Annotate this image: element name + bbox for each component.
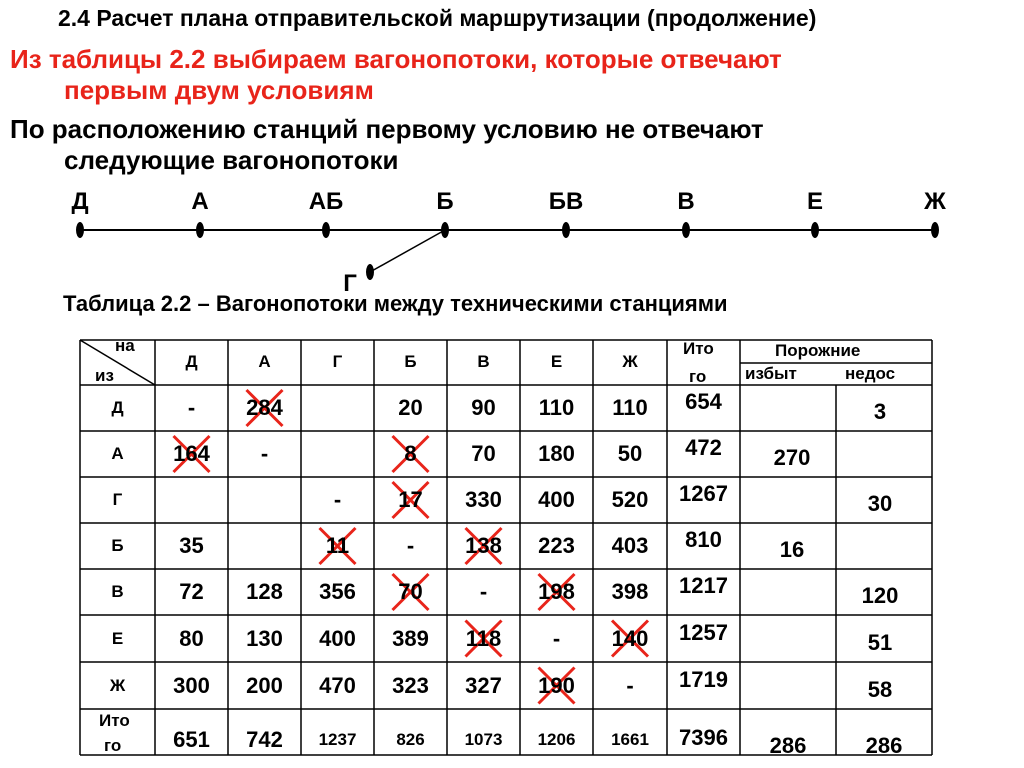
total-row-label-1: Ито [99, 711, 130, 730]
station-label: БВ [548, 188, 584, 215]
intro-black-line-2: следующие вагонопотоки [64, 145, 399, 175]
row-header: В [111, 582, 124, 601]
flow-cell: 72 [179, 579, 204, 604]
branch-station-label: Г [343, 270, 357, 297]
station-label: Д [71, 188, 89, 215]
total-row-label-2: го [104, 736, 122, 755]
flow-cell: 389 [392, 625, 429, 651]
grand-total-cell: 7396 [679, 725, 728, 750]
surplus-header: избыт [745, 364, 797, 383]
row-total-cell: 1267 [679, 481, 728, 506]
flow-cell: 400 [319, 625, 356, 651]
column-total-cell: 1237 [318, 730, 357, 749]
flow-cell: 403 [611, 533, 649, 558]
flow-cell: 110 [538, 395, 575, 420]
station-label: Б [436, 188, 454, 215]
column-header: Б [404, 352, 417, 371]
flow-cell: 470 [319, 672, 356, 698]
column-total-cell: 1206 [537, 730, 576, 749]
slide-title: 2.4 Расчет плана отправительской маршрутизации (продолжение) [58, 5, 817, 31]
flow-cell: 200 [246, 672, 283, 698]
flow-cell: 130 [246, 625, 283, 651]
deficit-cell: 120 [861, 583, 899, 608]
total-header-line-1: Ито [683, 339, 714, 358]
row-total-cell: 1257 [679, 619, 728, 645]
empty-cars-header: Порожние [775, 341, 861, 360]
column-header: В [477, 352, 490, 371]
flow-cell: - [333, 487, 342, 512]
flow-cell: 323 [392, 672, 429, 698]
flow-cell: 8 [404, 441, 417, 466]
flow-cell: 110 [612, 395, 648, 420]
intro-black-line-1: По расположению станций первому условию не отвечают [10, 114, 764, 144]
flow-cell: 164 [173, 441, 210, 466]
deficit-cell: 3 [873, 399, 887, 424]
corner-to-label: на [115, 336, 135, 355]
column-header: А [258, 352, 271, 371]
row-total-cell: 1217 [679, 573, 728, 598]
flow-cell: 398 [611, 579, 649, 604]
column-header: Ж [622, 352, 638, 371]
flow-cell: 128 [246, 579, 283, 604]
flow-cell: 17 [398, 487, 423, 512]
row-header: Д [111, 398, 124, 417]
flow-cell: - [626, 672, 634, 698]
flow-cell: 90 [471, 395, 496, 420]
flow-cell: 70 [398, 579, 423, 604]
surplus-cell: 270 [773, 445, 811, 470]
flow-cell: - [187, 395, 196, 420]
flow-cell: 20 [398, 395, 423, 420]
column-total-cell: 651 [173, 727, 210, 752]
deficit-total-cell: 286 [865, 733, 903, 758]
station-label: В [677, 188, 695, 215]
row-total-cell: 1719 [679, 666, 728, 692]
column-total-cell: 1073 [464, 730, 503, 749]
total-header-line-2: го [689, 367, 707, 386]
flow-cell: 356 [319, 579, 356, 604]
flow-cell: 284 [246, 395, 283, 420]
flow-cell: - [260, 441, 269, 466]
flow-cell: 70 [471, 441, 496, 466]
flow-cell: 520 [611, 487, 649, 512]
flow-cell: 80 [179, 625, 204, 651]
row-header: Б [111, 536, 124, 555]
column-header: Д [185, 352, 198, 371]
flow-cell: 190 [538, 672, 575, 698]
flow-cell: 138 [465, 533, 502, 558]
intro-red-line-2: первым двум условиям [64, 75, 374, 105]
flow-cell: - [552, 625, 561, 651]
column-total-cell: 826 [396, 730, 425, 749]
flow-cell: 330 [465, 487, 502, 512]
row-total-cell: 654 [685, 389, 722, 414]
station-label: А [191, 188, 209, 215]
flow-cell: 327 [465, 672, 502, 698]
row-header: Ж [109, 675, 126, 695]
row-header: А [111, 444, 124, 463]
table-caption: Таблица 2.2 – Вагонопотоки между техническими станциями [63, 291, 728, 316]
surplus-cell: 16 [779, 537, 805, 562]
station-label: Е [806, 188, 824, 215]
deficit-header: недос [845, 364, 896, 383]
station-label: Ж [924, 188, 946, 215]
row-header: Е [111, 628, 124, 648]
column-total-cell: 742 [246, 727, 283, 752]
flow-cell: - [406, 533, 415, 558]
flow-cell: 50 [617, 441, 643, 466]
row-total-cell: 472 [685, 435, 722, 460]
station-label: АБ [308, 188, 344, 215]
deficit-cell: 51 [867, 629, 893, 655]
deficit-cell: 58 [867, 676, 893, 702]
flow-cell: 35 [179, 533, 204, 558]
flow-cell: 400 [538, 487, 575, 512]
flow-cell: 118 [465, 625, 502, 651]
flow-cell: 11 [325, 533, 350, 558]
column-total-cell: 1661 [611, 730, 649, 749]
flow-cell: 180 [538, 441, 575, 466]
flow-cell: 198 [538, 579, 575, 604]
flow-cell: - [479, 579, 488, 604]
corner-from-label: из [95, 366, 114, 385]
surplus-total-cell: 286 [769, 733, 807, 758]
deficit-cell: 30 [867, 491, 893, 516]
column-header: Г [332, 352, 343, 371]
intro-red-line-1: Из таблицы 2.2 выбираем вагонопотоки, которые отвечают [10, 44, 782, 74]
flow-cell: 223 [538, 533, 575, 558]
flow-cell: 300 [173, 672, 210, 698]
column-header: Е [550, 352, 563, 371]
flow-cell: 140 [611, 625, 649, 651]
row-total-cell: 810 [685, 527, 722, 552]
row-header: Г [112, 490, 123, 509]
